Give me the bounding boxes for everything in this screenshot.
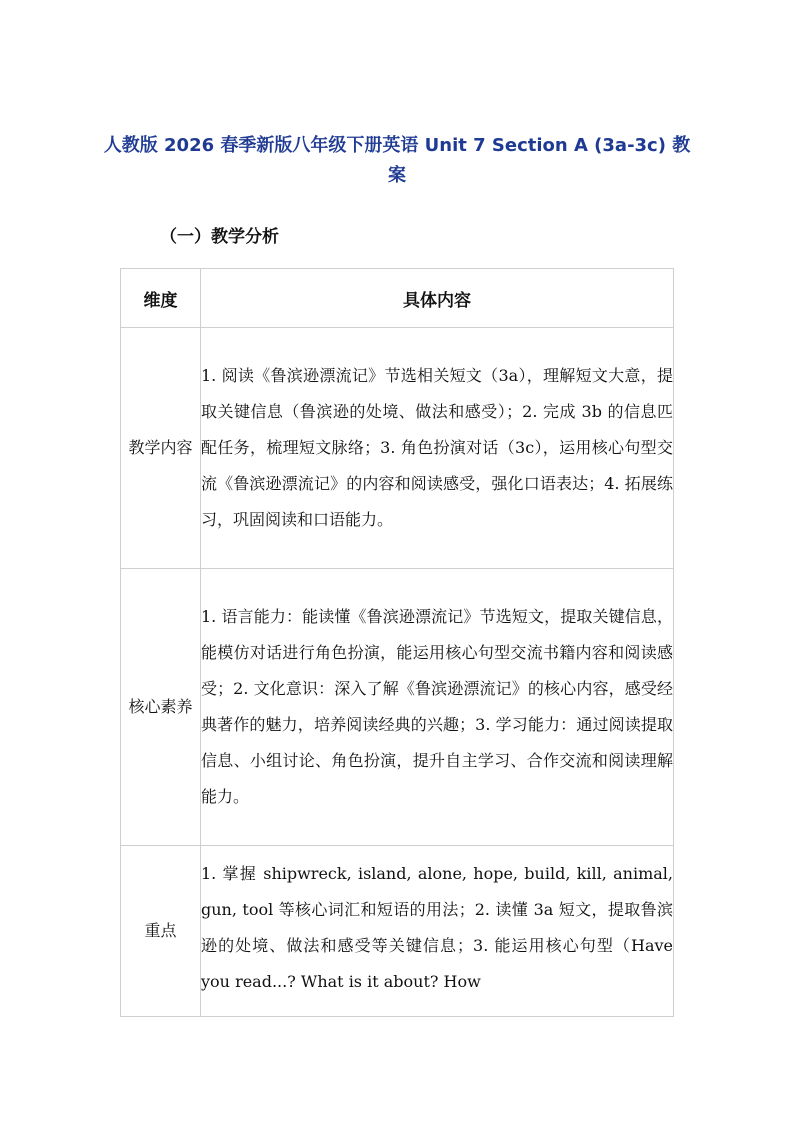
content-cell: 1. 语言能力：能读懂《鲁滨逊漂流记》节选短文，提取关键信息，能模仿对话进行角色扮演，能运用核心句型交流书籍内容和阅读感受；2. 文化意识：深入了解《鲁滨逊漂流记》的核心内容，感受经典著作的魅力，培养阅读经典的兴趣；3. 学习能力：通过阅读提取信息、小组讨论、角色扮演，提升自主学习、合作交流和阅读理解能力。 bbox=[201, 569, 674, 846]
header-content: 具体内容 bbox=[201, 269, 674, 328]
header-dimension: 维度 bbox=[121, 269, 201, 328]
analysis-table bbox=[120, 268, 674, 1017]
table-row bbox=[121, 569, 674, 846]
table-header-row bbox=[121, 269, 674, 328]
dimension-cell: 重点 bbox=[121, 846, 201, 1017]
table-row bbox=[121, 328, 674, 569]
table-row bbox=[121, 846, 674, 1017]
content-cell: 1. 阅读《鲁滨逊漂流记》节选相关短文（3a），理解短文大意，提取关键信息（鲁滨逊的处境、做法和感受）；2. 完成 3b 的信息匹配任务，梳理短文脉络；3. 角色扮演对话（3c），运用核心句型交流《鲁滨逊漂流记》的内容和阅读感受，强化口语表达；4. 拓展练习，巩固阅读和口语能力。 bbox=[201, 328, 674, 569]
dimension-cell: 教学内容 bbox=[121, 328, 201, 569]
dimension-cell: 核心素养 bbox=[121, 569, 201, 846]
document-title: 人教版 2026 春季新版八年级下册英语 Unit 7 Section A (3a-3c) 教案 bbox=[103, 135, 691, 186]
section-heading: （一）教学分析 bbox=[160, 227, 279, 247]
content-cell: 1. 掌握 shipwreck, island, alone, hope, build, kill, animal, gun, tool 等核心词汇和短语的用法；2. 读懂 3a 短文，提取鲁滨逊的处境、做法和感受等关键信息；3. 能运用核心句型（Have you read...? What is it about? How bbox=[201, 846, 674, 1017]
